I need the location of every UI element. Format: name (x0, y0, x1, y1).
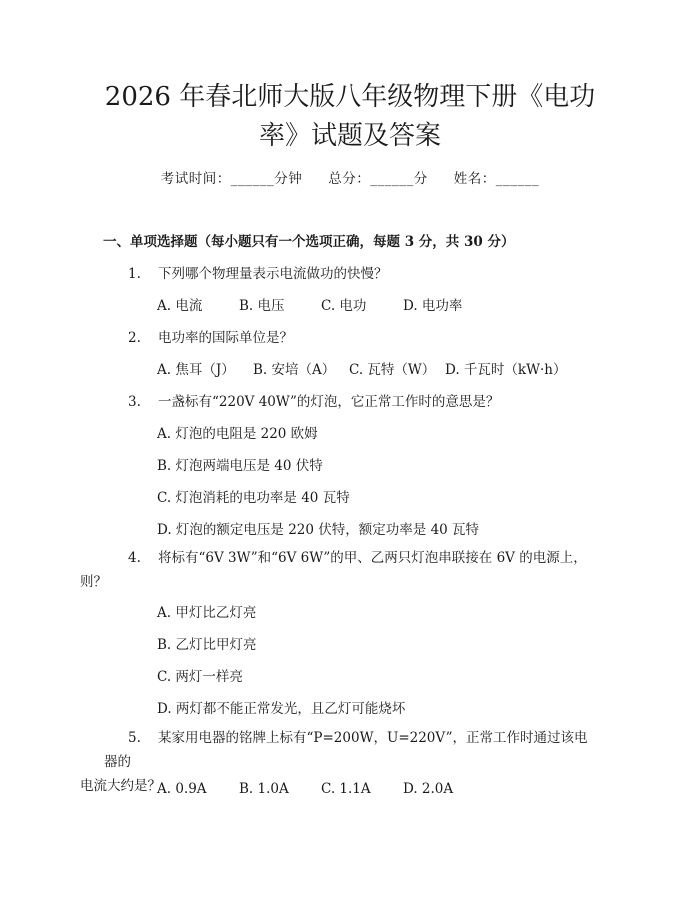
question-3 (128, 390, 499, 410)
option-a: A. 甲灯比乙灯亮 (157, 605, 257, 621)
total-score-field: 总分：______分 (328, 171, 428, 187)
question-number: 2. (128, 330, 141, 346)
option-b: B. 乙灯比甲灯亮 (157, 637, 257, 653)
option-c: C. 灯泡消耗的电功率是 40 瓦特 (157, 490, 350, 506)
title-line-1: 2026 年春北师大版八年级物理下册《电功 (104, 82, 596, 112)
option-a: A. 电流 (157, 298, 203, 314)
option-c: C. 瓦特（W） (349, 362, 436, 378)
question-text: 下列哪个物理量表示电流做功的快慢？ (158, 266, 388, 282)
question-1 (128, 262, 388, 282)
option-c: C. 两灯一样亮 (157, 669, 243, 685)
question-text-line-1: 某家用电器的铭牌上标有“P=200W，U=220V”，正常工作时通过该电器的 (104, 730, 588, 770)
option-a: A. 灯泡的电阻是 220 欧姆 (157, 426, 318, 442)
option-a: A. 焦耳（J） (157, 362, 235, 378)
option-d: D. 两灯都不能正常发光，且乙灯可能烧坏 (157, 701, 406, 717)
question-text-line-2: 电流大约是？ (80, 778, 161, 794)
question-number: 5. (128, 730, 141, 746)
question-4 (80, 546, 600, 594)
option-c: C. 电功 (321, 298, 367, 314)
question-5-options (157, 781, 453, 797)
section-heading: 一、单项选择题（每小题只有一个选项正确，每题 3 分，共 30 分） (103, 234, 515, 250)
option-b: B. 电压 (239, 298, 285, 314)
question-text-line-1: 将标有“6V 3W”和“6V 6W”的甲、乙两只灯泡串联接在 6V 的电源上， (158, 550, 587, 566)
option-d: D. 2.0A (403, 781, 454, 797)
option-b: B. 安培（A） (253, 362, 336, 378)
name-field: 姓名：______ (453, 171, 540, 187)
document-title (70, 78, 630, 156)
question-text: 电功率的国际单位是？ (158, 330, 293, 346)
option-d: D. 灯泡的额定电压是 220 伏特，额定功率是 40 瓦特 (157, 522, 480, 538)
question-number: 3. (128, 394, 141, 410)
question-number: 1. (128, 266, 141, 282)
option-c: C. 1.1A (321, 781, 371, 797)
question-text-line-2: 则？ (80, 574, 107, 590)
question-number: 4. (128, 550, 141, 566)
option-d: D. 千瓦时（kW·h） (445, 362, 567, 378)
exam-meta (0, 167, 700, 187)
option-b: B. 1.0A (239, 781, 289, 797)
question-2-options (157, 358, 566, 378)
question-2 (128, 326, 293, 346)
option-a: A. 0.9A (157, 781, 207, 797)
option-d: D. 电功率 (403, 298, 463, 314)
question-1-options (157, 294, 462, 314)
title-line-2: 率》试题及答案 (258, 121, 441, 151)
exam-time-field: 考试时间：______分钟 (160, 171, 303, 187)
option-b: B. 灯泡两端电压是 40 伏特 (157, 458, 323, 474)
question-text: 一盏标有“220V 40W”的灯泡，它正常工作时的意思是？ (158, 394, 500, 410)
